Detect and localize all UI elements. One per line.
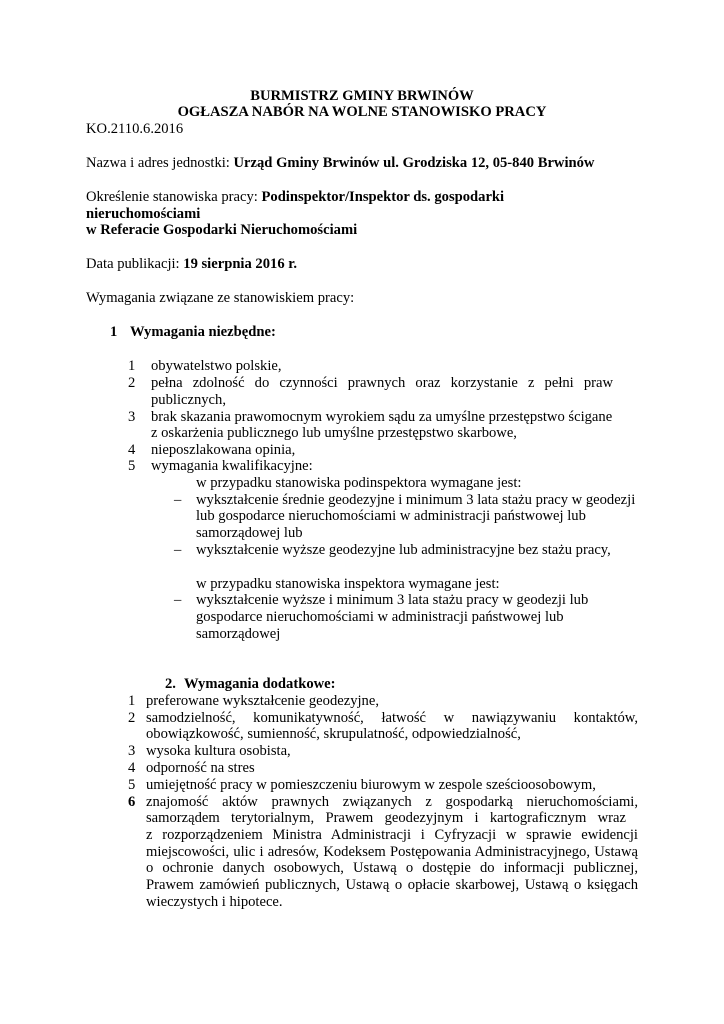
- unit-value: Urząd Gminy Brwinów ul. Grodziska 12, 05-840 Brwinów: [233, 155, 595, 171]
- section2-item-text: znajomość aktów prawnych związanych z gospodarką nieruchomościami,: [146, 794, 638, 810]
- position-line: [86, 189, 504, 206]
- section2-heading: Wymagania dodatkowe:: [184, 676, 336, 692]
- section2-item-text: preferowane wykształcenie geodezyjne,: [146, 693, 379, 709]
- dash-bullet: –: [174, 592, 182, 608]
- section1-number: 1: [110, 324, 118, 340]
- section2-item-number: 4: [128, 760, 136, 776]
- section2-item-text: umiejętność pracy w pomieszczeniu biurowym w zespole sześcioosobowym,: [146, 777, 596, 793]
- podinspektor-item-text: wykształcenie średnie geodezyjne i minimum 3 lata stażu pracy w geodezji: [196, 492, 636, 508]
- section1-heading: Wymagania niezbędne:: [130, 324, 276, 340]
- section1-item-text: wymagania kwalifikacyjne:: [151, 458, 313, 474]
- section1-item-text: publicznych,: [151, 392, 226, 408]
- section1-item-text: brak skazania prawomocnym wyrokiem sądu za umyślne przestępstwo ścigane: [151, 409, 613, 425]
- dash-bullet: –: [174, 542, 182, 558]
- section1-item-number: 5: [128, 458, 136, 474]
- podinspektor-item-text: samorządowej lub: [196, 525, 303, 541]
- unit-label: Nazwa i adres jednostki:: [86, 155, 234, 171]
- section2-item-text: Prawem zamówień publicznych, Ustawą o opłacie skarbowej, Ustawą o księgach: [146, 877, 638, 893]
- publication-value: 19 sierpnia 2016 r.: [183, 256, 298, 272]
- reference-number: KO.2110.6.2016: [86, 121, 184, 137]
- podinspektor-item-text: wykształcenie wyższe geodezyjne lub administracyjne bez stażu pracy,: [196, 542, 611, 558]
- dash-bullet: –: [174, 492, 182, 508]
- section1-item-number: 3: [128, 409, 136, 425]
- section2-item-text: miejscowości, ulic i adresów, Kodeksem Postępowania Administracyjnego, Ustawą: [146, 844, 638, 860]
- section1-item-text: obywatelstwo polskie,: [151, 358, 282, 374]
- section2-number: 2.: [165, 676, 176, 692]
- podinspektor-item-text: lub gospodarce nieruchomościami w administracji państwowej lub: [196, 508, 586, 524]
- section2-item-number: 5: [128, 777, 136, 793]
- position-value-3: w Referacie Gospodarki Nieruchomościami: [86, 222, 358, 238]
- requirements-intro: Wymagania związane ze stanowiskiem pracy:: [86, 290, 355, 306]
- section2-item-text: samodzielność, komunikatywność, łatwość w nawiązywaniu kontaktów,: [146, 710, 638, 726]
- inspektor-intro: w przypadku stanowiska inspektora wymagane jest:: [196, 576, 500, 592]
- section1-item-text: z oskarżenia publicznego lub umyślne przestępstwo skarbowe,: [151, 425, 517, 441]
- position-label: Określenie stanowiska pracy:: [86, 189, 262, 205]
- section1-item-text: pełna zdolność do czynności prawnych oraz korzystanie z pełni praw: [151, 375, 613, 391]
- inspektor-item-text: samorządowej: [196, 626, 281, 642]
- unit-line: [86, 155, 594, 172]
- section2-item-text: odporność na stres: [146, 760, 255, 776]
- section1-item-number: 2: [128, 375, 136, 391]
- inspektor-item-text: wykształcenie wyższe i minimum 3 lata stażu pracy w geodezji lub: [196, 592, 589, 608]
- section2-item-text: o ochronie danych osobowych, Ustawą o dostępie do informacji publicznej,: [146, 860, 638, 876]
- section2-item-text: obowiązkowość, sumienność, skrupulatność, odpowiedzialność,: [146, 726, 521, 742]
- publication-line: [86, 256, 297, 273]
- section2-item-number: 1: [128, 693, 136, 709]
- section2-item-number: 3: [128, 743, 136, 759]
- section1-item-number: 4: [128, 442, 136, 458]
- section2-item-text: z rozporządzeniem Ministra Administracji i Cyfryzacji w sprawie ewidencji: [146, 827, 638, 843]
- document-title-line2: OGŁASZA NABÓR NA WOLNE STANOWISKO PRACY: [177, 104, 547, 120]
- document-title-line1: BURMISTRZ GMINY BRWINÓW: [250, 88, 474, 104]
- section1-item-number: 1: [128, 358, 136, 374]
- section1-item-text: nieposzlakowana opinia,: [151, 442, 296, 458]
- section2-item-number: 6: [128, 794, 136, 810]
- inspektor-item-text: gospodarce nieruchomościami w administracji państwowej lub: [196, 609, 564, 625]
- section2-item-number: 2: [128, 710, 136, 726]
- section2-item-text: samorządem terytorialnym, Prawem geodezyjnym i kartograficznym wraz: [146, 810, 626, 826]
- section2-item-text: wieczystych i hipotece.: [146, 894, 283, 910]
- position-value-2: nieruchomościami: [86, 206, 201, 222]
- section2-item-text: wysoka kultura osobista,: [146, 743, 291, 759]
- position-value-1: Podinspektor/Inspektor ds. gospodarki: [261, 189, 505, 205]
- podinspektor-intro: w przypadku stanowiska podinspektora wymagane jest:: [196, 475, 522, 491]
- publication-label: Data publikacji:: [86, 256, 184, 272]
